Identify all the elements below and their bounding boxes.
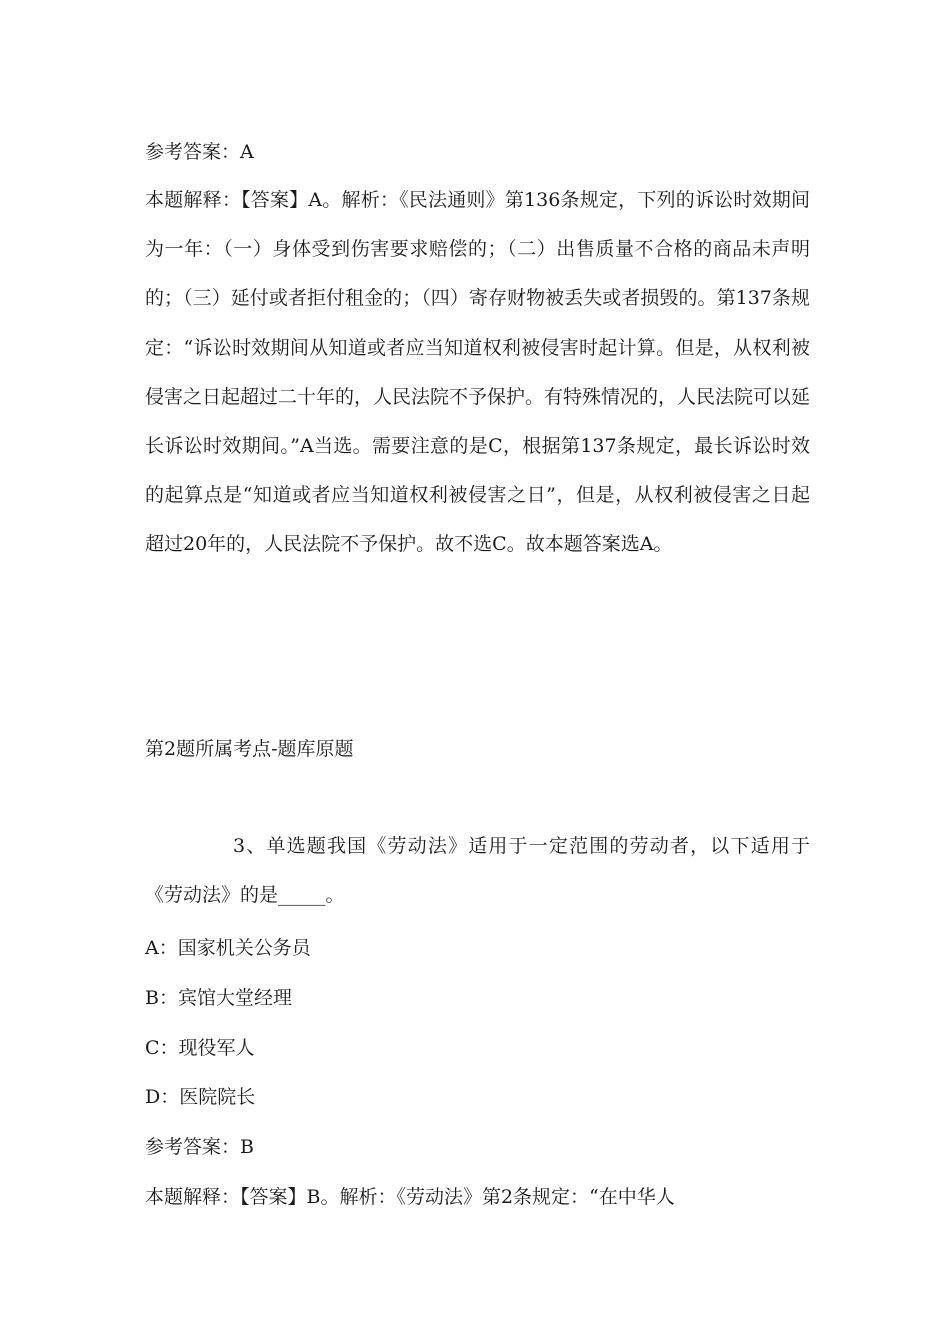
q3-question: 3、单选题我国《劳动法》适用于一定范围的劳动者，以下适用于《劳动法》的是_____。 xyxy=(145,835,810,907)
q3-explanation: 本题解释：【答案】B。解析：《劳动法》第2条规定：“在中华人 xyxy=(145,1186,675,1208)
q3-option-c: C：现役军人 xyxy=(145,1037,255,1059)
q3-answer: 参考答案：B xyxy=(145,1136,254,1158)
q2-category: 第2题所属考点-题库原题 xyxy=(145,738,354,760)
q3-option-d: D：医院院长 xyxy=(145,1086,256,1108)
q3-option-a: A：国家机关公务员 xyxy=(145,937,311,959)
q2-explanation: 本题解释：【答案】A。解析：《民法通则》第136条规定，下列的诉讼时效期间为一年：（一）身体受到伤害要求赔偿的；（二）出售质量不合格的商品未声明的；（三）延付或者拒付租金的；（四）寄存财物被丢失或者损毁的。第137条规定：“诉讼时效期间从知道或者应当知道权利被侵害时起计算。但是，从权利被侵害之日起超过二十年的，人民法院不予保护。有特殊情况的，人民法院可以延长诉讼时效期间。”A当选。需要注意的是C，根据第137条规定，最长诉讼时效的起算点是“知道或者应当知道权利被侵害之日”，但是，从权利被侵害之日起超过20年的，人民法院不予保护。故不选C。故本题答案选A。 xyxy=(145,189,811,556)
q3-option-b: B：宾馆大堂经理 xyxy=(145,987,292,1009)
q2-answer: 参考答案：A xyxy=(145,141,254,163)
